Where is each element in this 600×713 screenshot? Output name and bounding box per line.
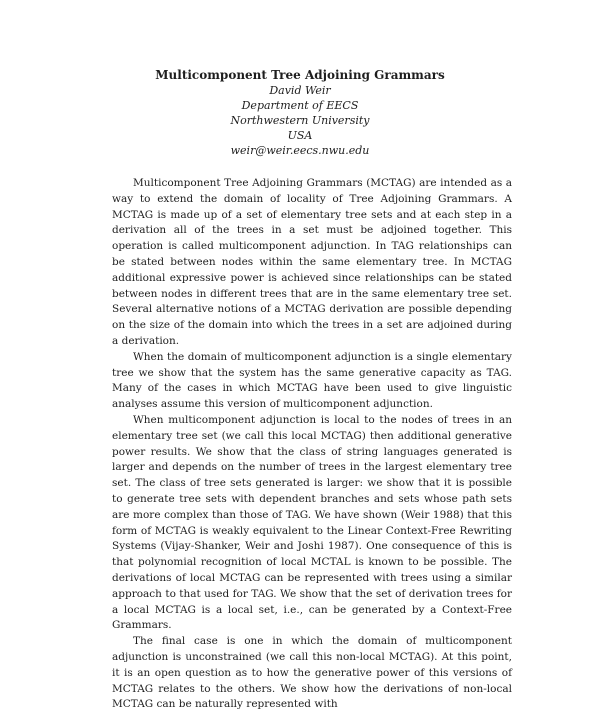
paragraph-2: When the domain of multicomponent adjunction is a single elementary tree we show that the system has the same generative capacity as TAG. Many of the cases in which MCTAG have been used to give linguistic analyses assume this version of multicomponent adjunction. xyxy=(112,350,512,411)
paragraph-1: Multicomponent Tree Adjoining Grammars (MCTAG) are intended as a way to extend the domain of locality of Tree Adjoining Grammars. A MCTAG is made up of a set of elementary tree sets and at each step in a derivation all of the trees in a set must be adjoined together. This operation is called multicomponent adjunction. In TAG relationships can be stated between nodes within the same elementary tree. In MCTAG additional expressive power is achieved since relationships can be stated between nodes in different trees that are in the same elementary tree set. Several alternative notions of a MCTAG derivation are possible depending on the size of the domain into which the trees in a set are adjoined during a derivation. xyxy=(112,177,512,347)
author-email: weir@weir.eecs.nwu.edu xyxy=(230,144,370,157)
author-university: Northwestern University xyxy=(230,114,370,127)
paper-header xyxy=(0,68,600,158)
paper-title: Multicomponent Tree Adjoining Grammars xyxy=(155,68,445,82)
abstract-body xyxy=(112,176,512,713)
paragraph-4: The final case is one in which the domain of multicomponent adjunction is unconstrained (we call this non-local MCTAG). At this point, it is an open question as to how the generative power of this versions of MCTAG relates to the others. We show how the derivations of non-local MCTAG can be naturally represented with xyxy=(112,635,512,711)
author-name: David Weir xyxy=(269,84,331,97)
author-country: USA xyxy=(287,129,313,142)
paragraph-3: When multicomponent adjunction is local to the nodes of trees in an elementary tree set (we call this local MCTAG) then additional generative power results. We show that the class of string languages generated is larger and depends on the number of trees in the largest elementary tree set. The class of tree sets generated is larger: we show that it is possible to generate tree sets with dependent branches and sets whose path sets are more complex than those of TAG. We have shown (Weir 1988) that this form of MCTAG is weakly equivalent to the Linear Context-Free Rewriting Systems (Vijay-Shanker, Weir and Joshi 1987). One consequence of this is that polynomial recognition of local MCTAL is known to be possible. The derivations of local MCTAG can be represented with trees using a similar approach to that used for TAG. We show that the set of derivation trees for a local MCTAG is a local set, i.e., can be generated by a Context-Free Grammars. xyxy=(112,413,512,632)
author-department: Department of EECS xyxy=(241,99,359,112)
